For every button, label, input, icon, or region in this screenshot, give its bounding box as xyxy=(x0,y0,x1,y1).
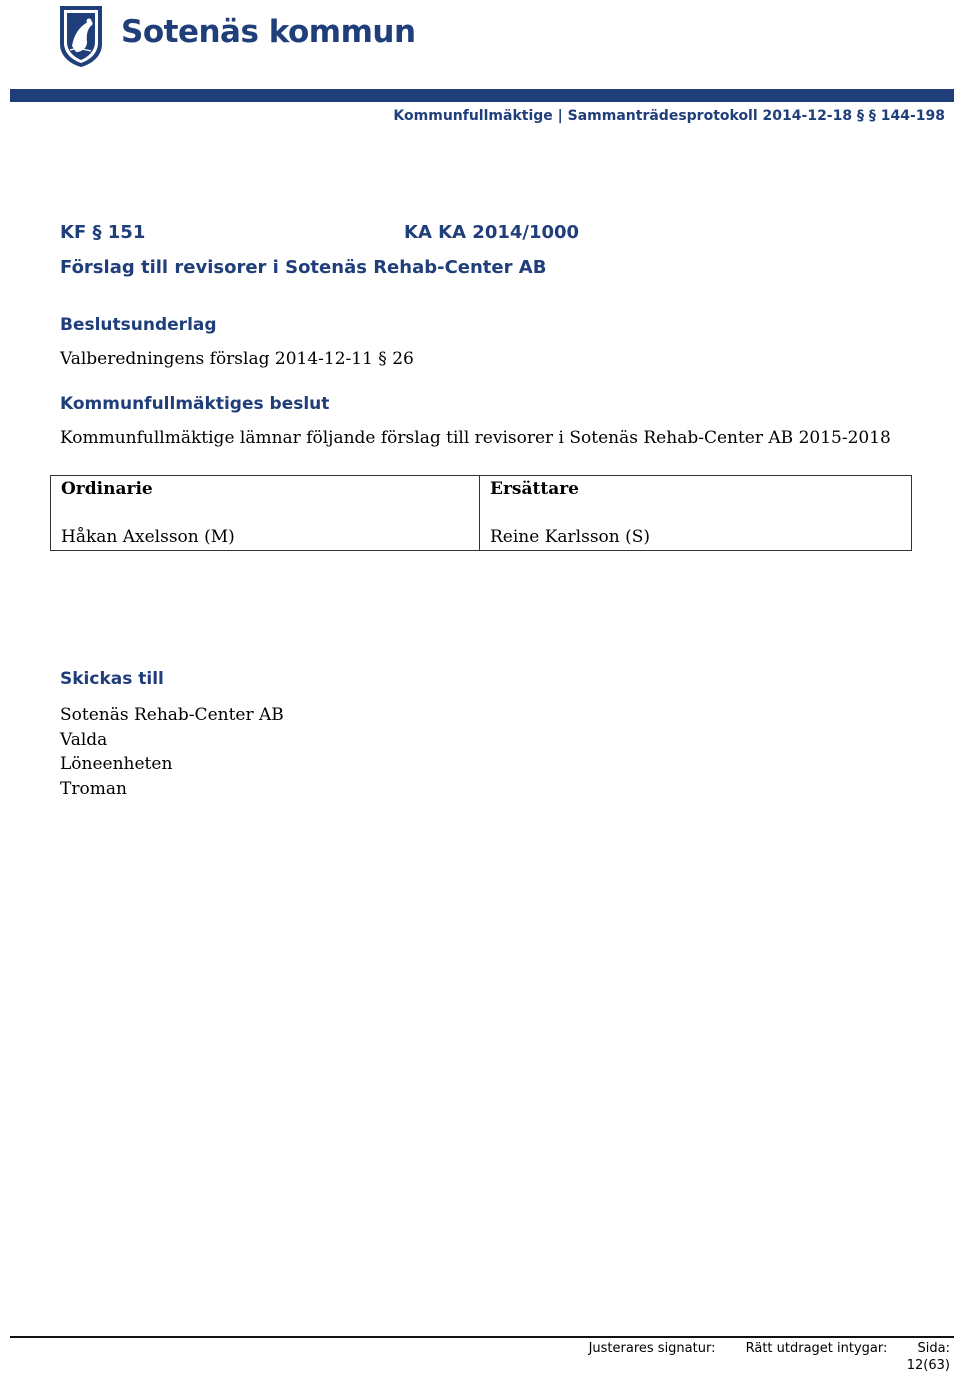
basis-heading: Beslutsunderlag xyxy=(60,315,217,335)
substitute-auditor: Reine Karlsson (S) xyxy=(490,527,651,547)
item-title: Förslag till revisorer i Sotenäs Rehab-Center AB xyxy=(60,257,547,278)
protocol-type: Sammanträdesprotokoll xyxy=(567,108,758,124)
basis-text: Valberedningens förslag 2014-12-11 § 26 xyxy=(60,349,414,369)
certified-extract-label: Rätt utdraget intygar: xyxy=(745,1341,888,1356)
case-number: KA KA 2014/1000 xyxy=(404,222,580,243)
meeting-body: Kommunfullmäktige xyxy=(393,108,553,124)
decision-heading: Kommunfullmäktiges beslut xyxy=(60,394,330,414)
column-divider xyxy=(479,476,480,550)
adjusters-signature-label: Justerares signatur: xyxy=(588,1341,716,1356)
brand-name: Sotenäs kommun xyxy=(121,14,416,50)
recipient-item: Sotenäs Rehab-Center AB xyxy=(60,705,284,725)
footer xyxy=(563,1341,950,1373)
column-header-substitute: Ersättare xyxy=(490,479,579,499)
page-label: Sida: xyxy=(917,1341,950,1356)
header-rule xyxy=(10,89,954,102)
meeting-header-line xyxy=(393,108,945,124)
separator: | xyxy=(557,108,563,124)
recipient-item: Troman xyxy=(60,778,127,799)
paragraph-symbols: § § xyxy=(856,108,876,124)
paragraph-range: 144-198 xyxy=(880,108,945,124)
ordinary-auditor: Håkan Axelsson (M) xyxy=(61,527,235,547)
paragraph-number: KF § 151 xyxy=(60,222,146,243)
column-header-ordinary: Ordinarie xyxy=(61,479,153,499)
footer-rule xyxy=(10,1336,954,1338)
decision-text: Kommunfullmäktige lämnar följande förslag till revisorer i Sotenäs Rehab-Center AB 2015-2018 xyxy=(60,428,891,448)
send-to-heading: Skickas till xyxy=(60,669,164,689)
municipality-shield-logo xyxy=(58,4,104,68)
page-number: 12(63) xyxy=(906,1358,950,1373)
auditors-table xyxy=(50,475,912,551)
recipient-item: Valda xyxy=(60,729,108,750)
recipient-list xyxy=(60,703,284,801)
meeting-date: 2014-12-18 xyxy=(762,108,853,124)
recipient-item: Löneenheten xyxy=(60,754,173,774)
